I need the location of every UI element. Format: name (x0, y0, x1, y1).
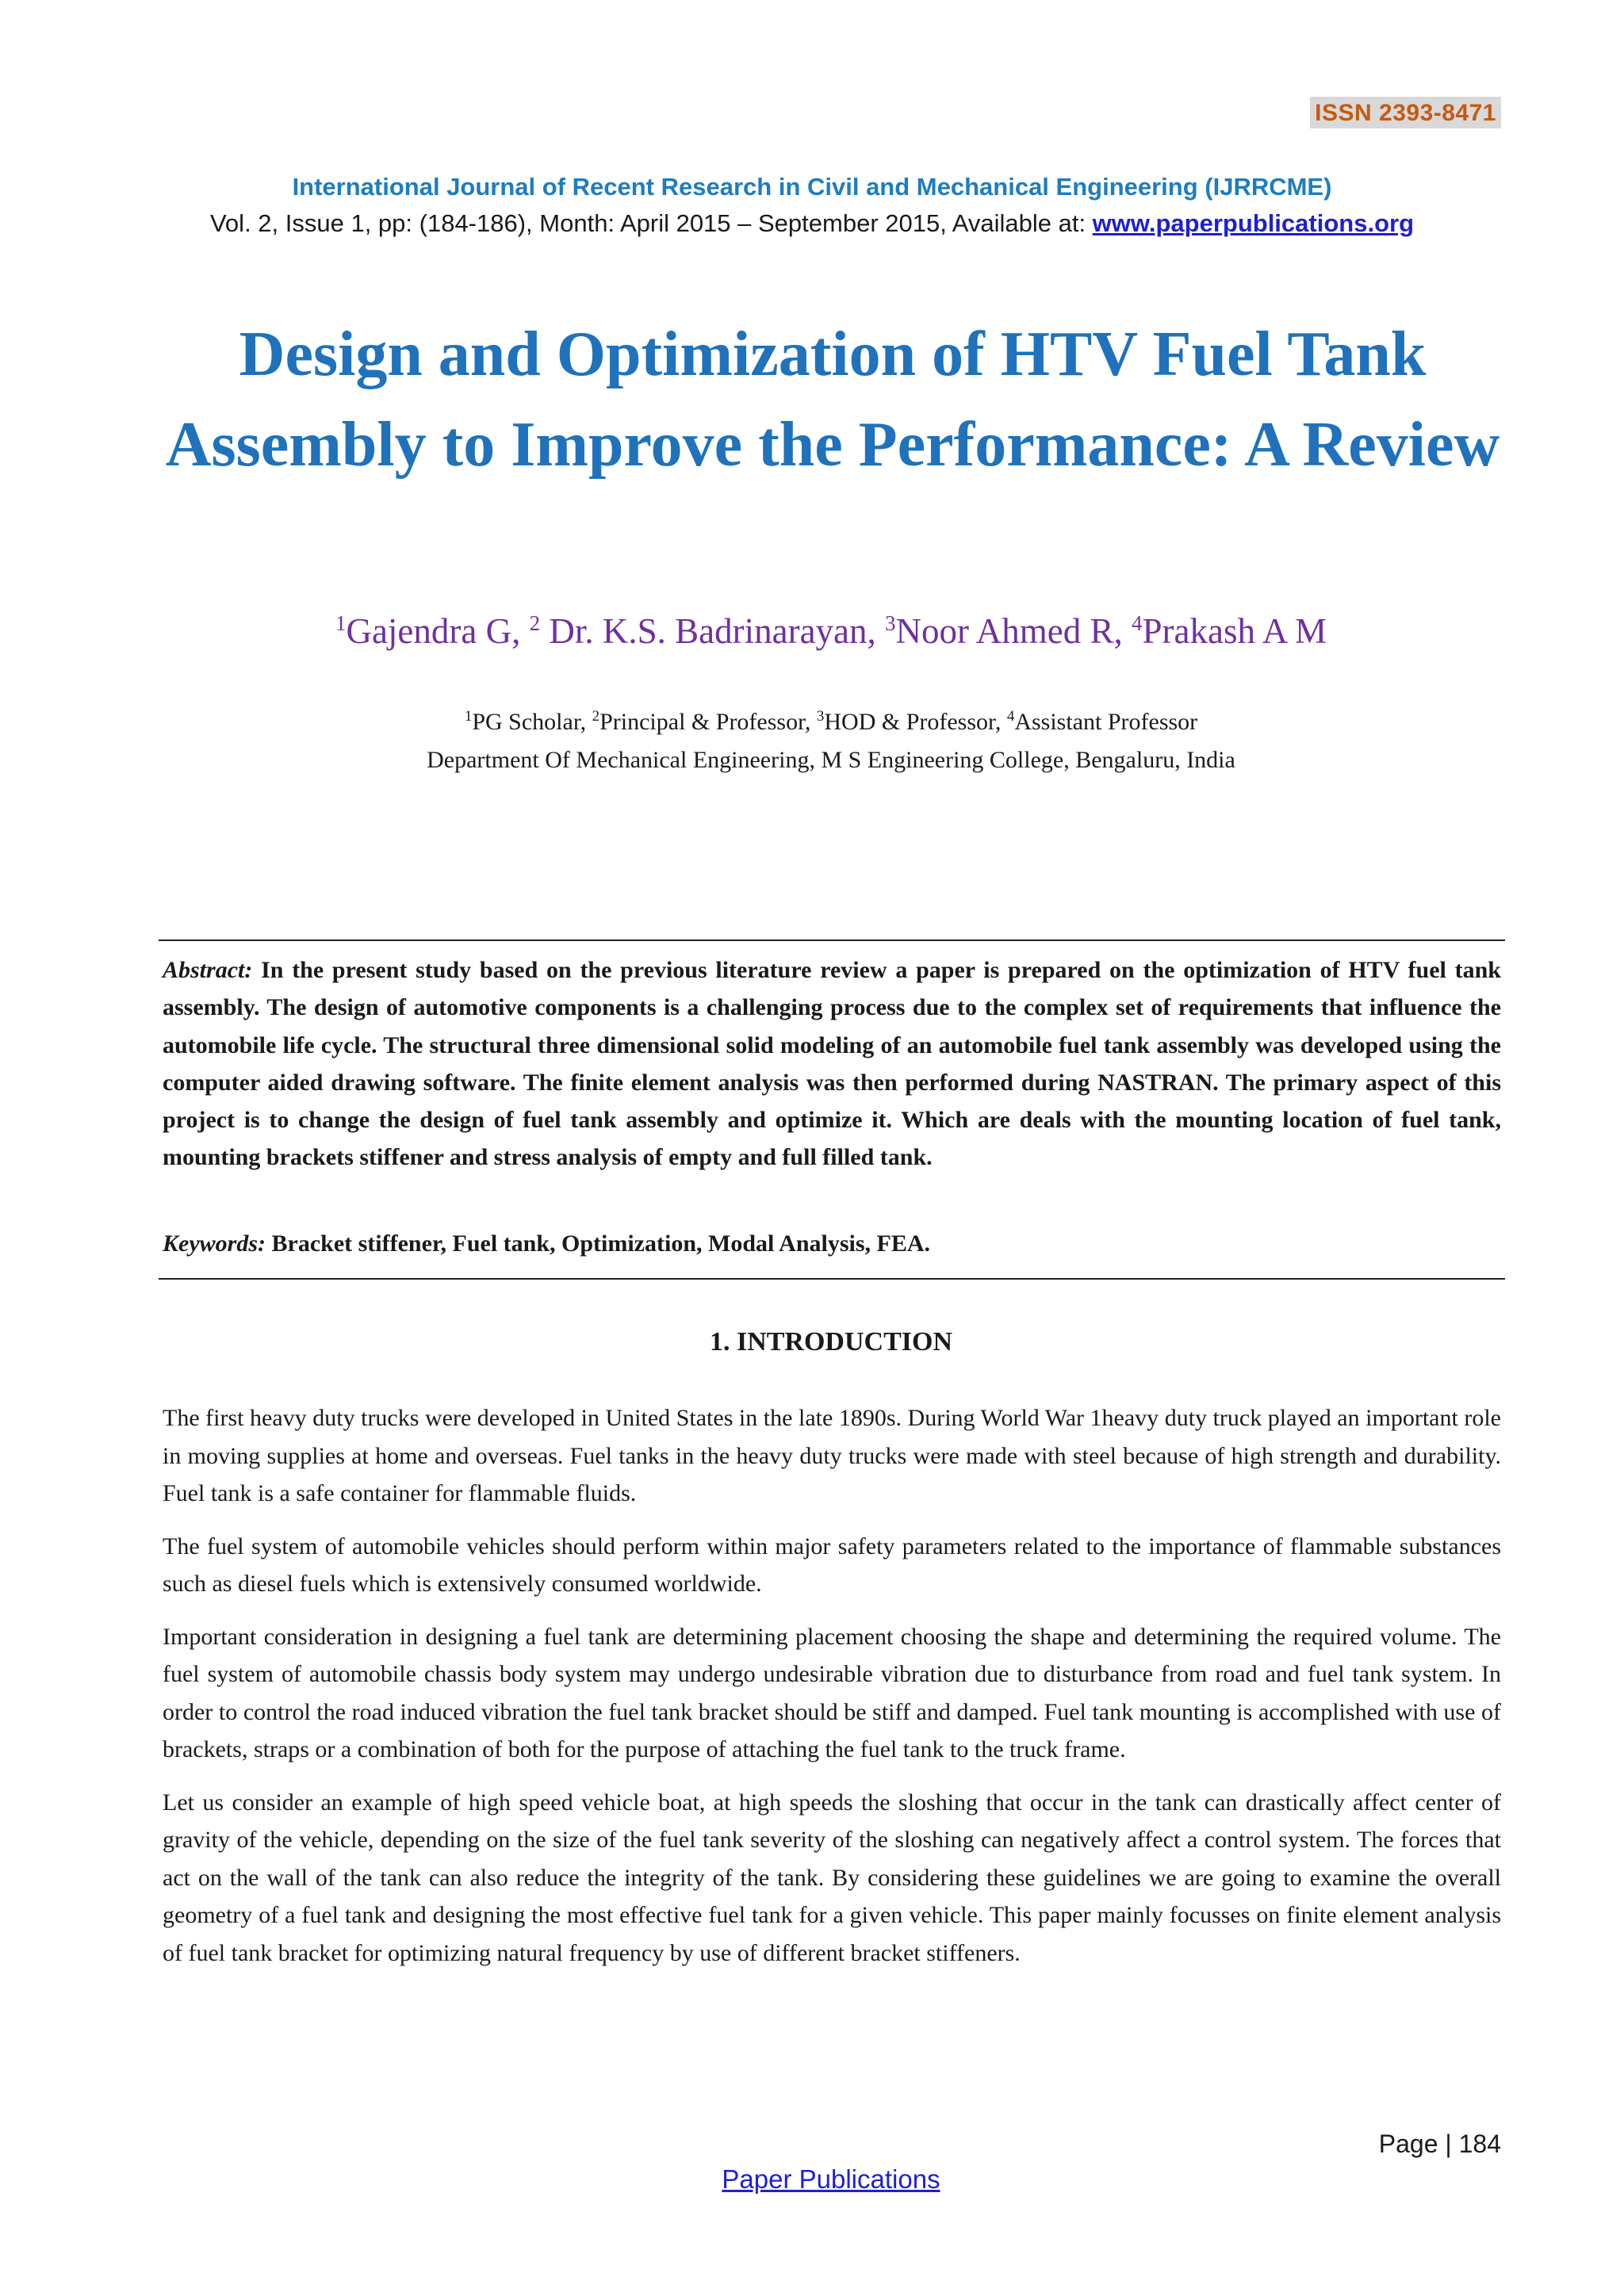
body-paragraph: The first heavy duty trucks were developed in United States in the late 1890s. During World War 1heavy duty truck played an important role in moving supplies at home and overseas. Fuel tanks in the heavy duty trucks were made with steel because of high strength and durability. Fuel tank is a safe container for flammable fluids. (163, 1405, 1501, 1506)
author-1-name: Gajendra G, (346, 611, 530, 651)
author-roles (0, 698, 1624, 741)
role-2-sup: 2 (592, 708, 600, 725)
abstract-top-rule (159, 939, 1505, 941)
author-4-sup: 4 (1132, 611, 1143, 635)
author-3-name: Noor Ahmed R, (895, 611, 1132, 651)
role-1-text: PG Scholar, (472, 709, 592, 735)
role-2-text: Principal & Professor, (599, 709, 817, 735)
author-2-name: Dr. K.S. Badrinarayan, (540, 611, 886, 651)
abstract-label: Abstract: (163, 957, 253, 983)
introduction-body (163, 1399, 1501, 1987)
author-list (0, 610, 1624, 652)
author-1-sup: 1 (335, 611, 347, 635)
affiliations (0, 698, 1624, 779)
keywords-label: Keywords: (163, 1230, 266, 1257)
abstract-text: In the present study based on the previous literature review a paper is prepared on the optimization of HTV fuel tank assembly. The design of automotive components is a challenging process due to the complex set of requirements that influence the automobile life cycle. The structural three dimensional solid modeling of an automobile fuel tank assembly was developed using the computer aided drawing software. The finite element analysis was then performed during NASTRAN. The primary aspect of this project is to change the design of fuel tank assembly and optimize it. Which are deals with the mounting location of fuel tank, mounting brackets stiffener and stress analysis of empty and full filled tank. (163, 957, 1501, 1171)
body-paragraph: Important consideration in designing a fuel tank are determining placement choosing the shape and determining the required volume. The fuel system of automobile chassis body system may undergo undesirable vibration due to disturbance from road and fuel tank system. In order to control the road induced vibration the fuel tank bracket should be stiff and damped. Fuel tank mounting is accomplished with use of brackets, straps or a combination of both for the purpose of attaching the fuel tank to the truck frame. (163, 1623, 1501, 1762)
page-number: Page | 184 (1378, 2130, 1501, 2158)
issn-badge: ISSN 2393-8471 (1310, 97, 1501, 128)
author-2-sup: 2 (529, 611, 541, 635)
publisher-link[interactable]: Paper Publications (722, 2164, 940, 2194)
abstract (163, 951, 1501, 1177)
section-heading-introduction: 1. INTRODUCTION (709, 1327, 953, 1357)
body-paragraph: Let us consider an example of high speed vehicle boat, at high speeds the sloshing that occur in the tank can drastically affect center of gravity of the vehicle, depending on the size of the fuel tank severity of the sloshing can negatively affect a control system. The forces that act on the wall of the tank can also reduce the integrity of the tank. By considering these guidelines we are going to examine the overall geometry of a fuel tank and designing the most effective fuel tank for a given vehicle. This paper mainly focusses on finite element analysis of fuel tank bracket for optimizing natural frequency by use of different bracket stiffeners. (163, 1789, 1501, 1966)
keywords (163, 1230, 1501, 1257)
body-paragraph: The fuel system of automobile vehicles should perform within major safety parameters related to the importance of flammable substances such as diesel fuels which is extensively consumed worldwide. (163, 1533, 1501, 1597)
role-1-sup: 1 (464, 708, 473, 725)
journal-meta-text: Vol. 2, Issue 1, pp: (184-186), Month: April 2015 – September 2015, Available at: (209, 209, 1093, 237)
role-4-text: Assistant Professor (1014, 709, 1198, 735)
role-3-sup: 3 (816, 708, 825, 725)
department-line: Department Of Mechanical Engineering, M S Engineering College, Bengaluru, India (427, 747, 1235, 773)
role-4-sup: 4 (1006, 708, 1015, 725)
author-4-name: Prakash A M (1142, 611, 1327, 651)
author-3-sup: 3 (885, 611, 896, 635)
abstract-bottom-rule (159, 1278, 1505, 1280)
role-3-text: HOD & Professor, (824, 709, 1007, 735)
journal-meta (0, 209, 1624, 238)
paper-title: Design and Optimization of HTV Fuel Tank Assembly to Improve the Performance: A Review (165, 320, 1500, 480)
journal-url-link[interactable]: www.paperpublications.org (1092, 209, 1415, 237)
journal-name: International Journal of Recent Research in Civil and Mechanical Engineering (IJRRCME) (292, 173, 1332, 201)
keywords-text: Bracket stiffener, Fuel tank, Optimization, Modal Analysis, FEA. (266, 1230, 931, 1257)
